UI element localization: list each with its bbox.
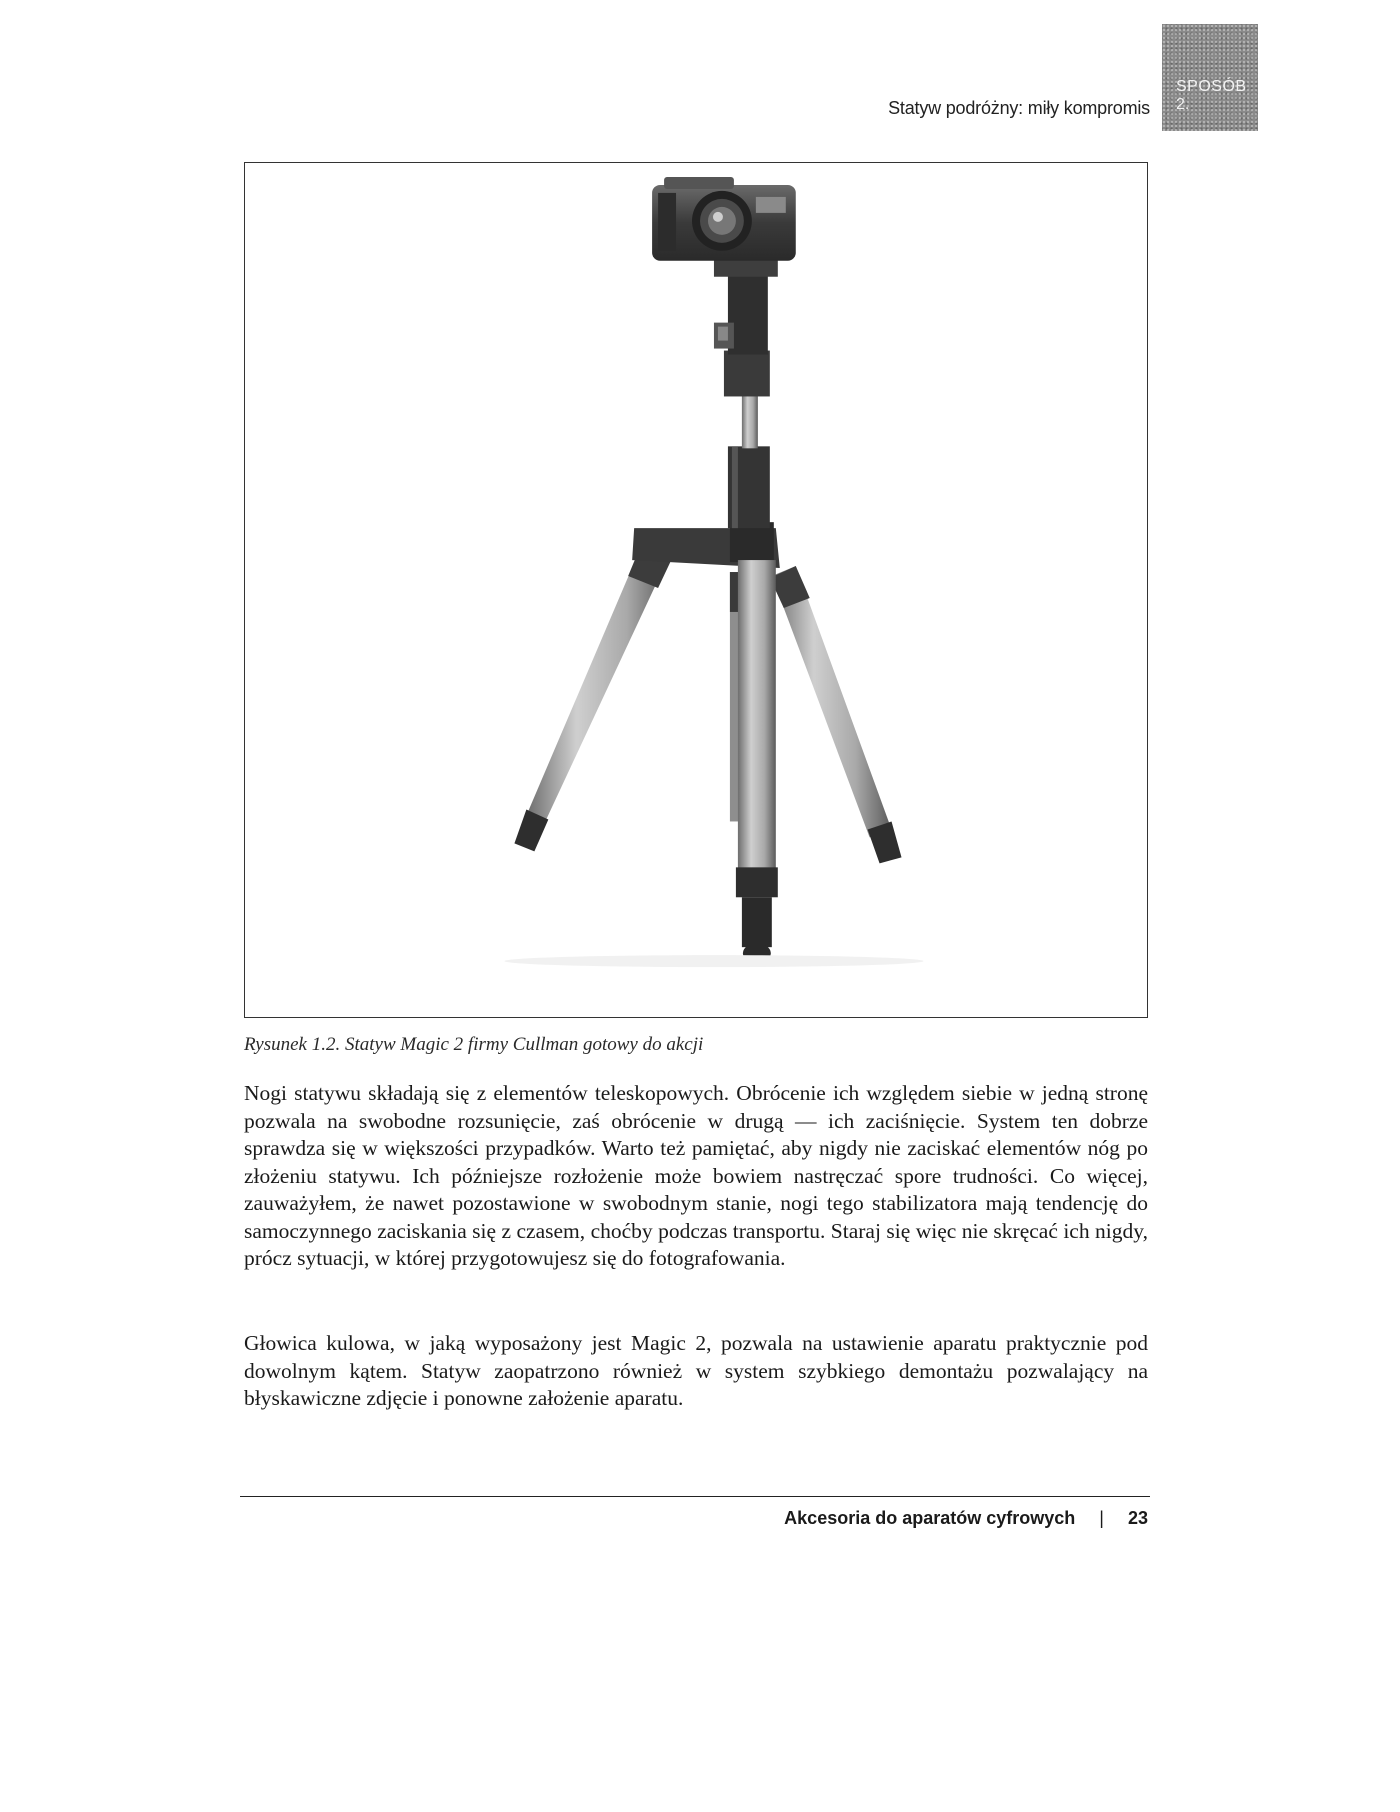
footer-book-title: Akcesoria do aparatów cyfrowych (784, 1508, 1076, 1528)
tripod-photo (245, 163, 1147, 1017)
figure-frame (244, 162, 1148, 1018)
footer-rule (240, 1496, 1150, 1497)
ball-head (714, 253, 778, 355)
ground-shadow (504, 955, 923, 967)
footer-separator: | (1099, 1508, 1104, 1528)
chapter-tab (1162, 24, 1258, 131)
chapter-tab-number: 2. (1176, 96, 1190, 113)
figure-caption: Rysunek 1.2. Statyw Magic 2 firmy Cullman gotowy do akcji (244, 1034, 704, 1055)
running-head: Statyw podróżny: miły kompromis (888, 98, 1150, 118)
body-paragraph: Głowica kulowa, w jaką wyposażony jest Magic 2, pozwala na ustawienie aparatu praktycznie pod dowolnym kątem. Statyw zaopatrzono również w system szybkiego demontażu pozwalający na błyskawiczne zdjęcie i ponowne założenie aparatu. (244, 1331, 1148, 1410)
camera (652, 177, 796, 261)
body-paragraph: Nogi statywu składają się z elementów teleskopowych. Obrócenie ich względem siebie w jedną stronę pozwala na swobodne rozsunięcie, zaś obrócenie w drugą — ich zaciśnięcie. System ten dobrze sprawdza się w większości przypadków. Warto też pamiętać, aby nigdy nie zaciskać elementów nóg po złożeniu statywu. Ich późniejsze rozłożenie może bowiem nastręczać spore trudności. Co więcej, zauważyłem, że nawet pozostawione w swobodnym stanie, nogi tego stabilizatora mają tendencję do samoczynnego zaciskania się z czasem, choćby podczas transportu. Staraj się więc nie skręcać ich nigdy, prócz sytuacji, w której przygotowujesz się do fotografowania. (244, 1081, 1148, 1270)
tripod-left-leg (514, 542, 674, 851)
tripod-right-leg (770, 566, 902, 863)
chapter-tab-label: SPOSÓB (1176, 78, 1247, 95)
tripod-front-leg (736, 560, 778, 963)
page-number: 23 (1127, 1508, 1148, 1528)
tripod-center-column (724, 351, 770, 529)
page-footer (784, 1508, 1148, 1529)
